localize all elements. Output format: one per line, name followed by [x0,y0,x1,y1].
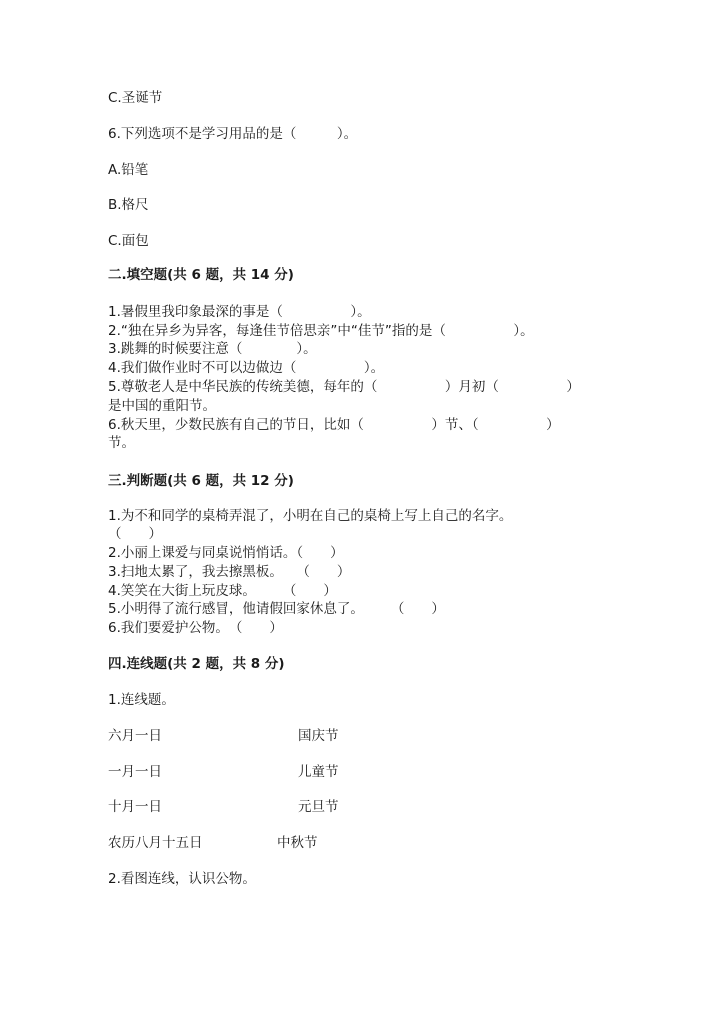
section2-heading: 二.填空题(共 6 题，共 14 分) [108,267,294,283]
judge-line-6: 6.我们要爱护公物。 （ ） [108,620,283,636]
judge-line-1: 1.为不和同学的桌椅弄混了，小明在自己的桌椅上写上自己的名字。 [108,508,513,524]
match-q2: 2.看图连线，认识公物。 [108,871,256,887]
fill-line-6b: 节。 [108,435,135,451]
fill-line-3: 3.跳舞的时候要注意（ ）。 [108,341,317,357]
match-right-4: 中秋节 [277,835,318,851]
match-q1: 1.连线题。 [108,692,175,708]
match-left-4: 农历八月十五日 [108,835,203,851]
judge-line-1b: （ ） [108,526,162,542]
fill-line-2: 2.“独在异乡为异客，每逢佳节倍思亲”中“佳节”指的是（ ）。 [108,323,534,339]
match-left-1: 六月一日 [108,728,162,744]
match-left-2: 一月一日 [108,764,162,780]
q6-question: 6.下列选项不是学习用品的是（ ）。 [108,126,358,142]
match-right-1: 国庆节 [298,728,339,744]
fill-line-6: 6.秋天里，少数民族有自己的节日，比如（ ）节、（ ） [108,417,560,433]
fill-line-5b: 是中国的重阳节。 [108,398,216,414]
judge-line-4: 4.笑笑在大街上玩皮球。 （ ） [108,583,337,599]
judge-line-2: 2.小丽上课爱与同桌说悄悄话。（ ） [108,545,344,561]
match-right-3: 元旦节 [298,799,339,815]
match-left-3: 十月一日 [108,799,162,815]
section4-heading: 四.连线题(共 2 题，共 8 分) [108,656,285,672]
fill-line-5: 5.尊敬老人是中华民族的传统美德，每年的（ ）月初（ ） [108,379,580,395]
q6-option-b: B.格尺 [108,197,149,213]
q6-option-a: A.铅笔 [108,162,149,178]
match-right-2: 儿童节 [298,764,339,780]
q5-option-c: C.圣诞节 [108,90,163,106]
judge-line-3: 3.扫地太累了，我去擦黑板。 （ ） [108,564,351,580]
section3-heading: 三.判断题(共 6 题，共 12 分) [108,473,294,489]
judge-line-5: 5.小明得了流行感冒，他请假回家休息了。 （ ） [108,601,445,617]
fill-line-1: 1.暑假里我印象最深的事是（ ）。 [108,304,371,320]
fill-line-4: 4.我们做作业时不可以边做边（ ）。 [108,360,385,376]
q6-option-c: C.面包 [108,233,149,249]
